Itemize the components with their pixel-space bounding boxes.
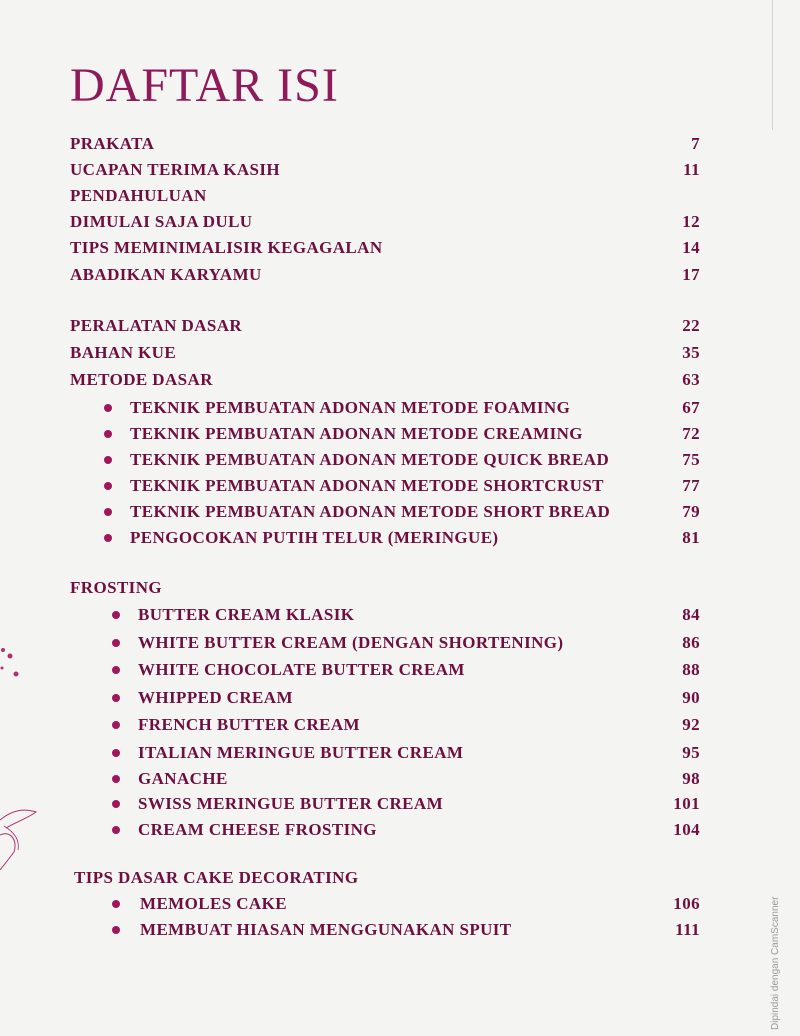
toc-entry-label: TEKNIK PEMBUATAN ADONAN METODE SHORT BREAD: [130, 502, 611, 521]
toc-entry: [138, 658, 700, 682]
toc-entry: [70, 341, 700, 365]
toc-entry-label: PERALATAN DASAR: [70, 316, 243, 335]
bullet-icon: [112, 694, 120, 702]
toc-entry-page-number: 86: [682, 633, 700, 652]
bullet-icon: [104, 456, 112, 464]
toc-entry-label: WHIPPED CREAM: [138, 688, 293, 707]
toc-entry-page-number: 84: [682, 605, 700, 624]
toc-entry-page-number: 98: [682, 769, 700, 788]
camscanner-watermark: Dipindai dengan CamScanner: [770, 896, 781, 1030]
toc-entry-label: PRAKATA: [70, 134, 155, 153]
toc-entry: [138, 713, 700, 737]
toc-entry-label: ABADIKAN KARYAMU: [70, 265, 262, 284]
toc-entry: [70, 158, 700, 182]
toc-entry: [70, 236, 700, 260]
page-title: DAFTAR ISI: [70, 59, 339, 113]
bullet-icon: [104, 534, 112, 542]
toc-entry: [130, 396, 700, 420]
toc-entry-page-number: 75: [682, 450, 700, 469]
toc-entry-page-number: 17: [682, 265, 700, 284]
toc-entry-page-number: 106: [673, 894, 700, 913]
toc-entry-page-number: 77: [682, 476, 700, 495]
toc-entry-label: TEKNIK PEMBUATAN ADONAN METODE QUICK BREAD: [130, 450, 610, 469]
bullet-icon: [112, 639, 120, 647]
toc-entry-label: WHITE BUTTER CREAM (DENGAN SHORTENING): [138, 633, 564, 652]
toc-entry: [130, 474, 700, 498]
toc-entry-label: TIPS DASAR CAKE DECORATING: [74, 868, 359, 887]
bullet-icon: [104, 404, 112, 412]
bullet-icon: [104, 430, 112, 438]
toc-entry: [74, 866, 700, 890]
toc-entry: [70, 263, 700, 287]
toc-entry: [140, 892, 700, 916]
toc-entry-page-number: 79: [682, 502, 700, 521]
toc-entry-page-number: 88: [682, 660, 700, 679]
toc-entry: [138, 631, 700, 655]
toc-entry-label: BAHAN KUE: [70, 343, 177, 362]
toc-entry-label: PENDAHULUAN: [70, 186, 207, 205]
toc-entry: [70, 210, 700, 234]
bullet-icon: [112, 611, 120, 619]
toc-entry-label: CREAM CHEESE FROSTING: [138, 820, 377, 839]
toc-entry: [130, 422, 700, 446]
toc-entry: [70, 184, 700, 208]
toc-entry-label: FROSTING: [70, 578, 162, 597]
toc-entry-page-number: 67: [682, 398, 700, 417]
toc-entry: [138, 767, 700, 791]
bullet-icon: [112, 749, 120, 757]
toc-entry-label: TEKNIK PEMBUATAN ADONAN METODE SHORTCRUST: [130, 476, 604, 495]
toc-entry-page-number: 104: [673, 820, 700, 839]
bullet-icon: [112, 800, 120, 808]
toc-entry-page-number: 90: [682, 688, 700, 707]
toc-entry-label: DIMULAI SAJA DULU: [70, 212, 253, 231]
toc-entry-label: FRENCH BUTTER CREAM: [138, 715, 361, 734]
toc-entry-label: METODE DASAR: [70, 370, 213, 389]
toc-entry: [130, 500, 700, 524]
toc-entry-page-number: 22: [682, 316, 700, 335]
toc-entry-label: WHITE CHOCOLATE BUTTER CREAM: [138, 660, 465, 679]
bullet-icon: [112, 826, 120, 834]
toc-entry: [70, 132, 700, 156]
bullet-icon: [112, 666, 120, 674]
toc-entry-label: MEMOLES CAKE: [140, 894, 287, 913]
toc-entry-page-number: 111: [675, 920, 700, 939]
toc-entry: [70, 314, 700, 338]
toc-entry-page-number: 12: [682, 212, 700, 231]
toc-entry-label: PENGOCOKAN PUTIH TELUR (MERINGUE): [130, 528, 499, 547]
floral-ornament-icon: [0, 640, 50, 880]
toc-entry-page-number: 101: [673, 794, 700, 813]
bullet-icon: [112, 721, 120, 729]
toc-entry-page-number: 72: [682, 424, 700, 443]
toc-entry: [70, 368, 700, 392]
toc-entry-page-number: 14: [682, 238, 700, 257]
bullet-icon: [112, 775, 120, 783]
toc-entry-label: GANACHE: [138, 769, 228, 788]
toc-entry-label: MEMBUAT HIASAN MENGGUNAKAN SPUIT: [140, 920, 512, 939]
toc-entry: [138, 603, 700, 627]
bullet-icon: [104, 482, 112, 490]
page-edge-line: [772, 0, 773, 130]
toc-entry-label: BUTTER CREAM KLASIK: [138, 605, 355, 624]
toc-entry-page-number: 63: [682, 370, 700, 389]
toc-entry: [140, 918, 700, 942]
toc-entry-label: ITALIAN MERINGUE BUTTER CREAM: [138, 743, 464, 762]
toc-entry: [138, 686, 700, 710]
toc-entry: [70, 576, 700, 600]
toc-entry-label: TEKNIK PEMBUATAN ADONAN METODE FOAMING: [130, 398, 571, 417]
toc-entry-label: TEKNIK PEMBUATAN ADONAN METODE CREAMING: [130, 424, 583, 443]
toc-entry-page-number: 92: [682, 715, 700, 734]
bullet-icon: [112, 900, 120, 908]
toc-entry-label: UCAPAN TERIMA KASIH: [70, 160, 281, 179]
bullet-icon: [104, 508, 112, 516]
toc-entry: [138, 741, 700, 765]
toc-entry-label: TIPS MEMINIMALISIR KEGAGALAN: [70, 238, 383, 257]
bullet-icon: [112, 926, 120, 934]
toc-entry-page-number: 7: [691, 134, 700, 153]
toc-entry-label: SWISS MERINGUE BUTTER CREAM: [138, 794, 444, 813]
toc-entry: [138, 818, 700, 842]
toc-entry-page-number: 11: [683, 160, 700, 179]
toc-entry-page-number: 35: [682, 343, 700, 362]
toc-entry: [138, 792, 700, 816]
toc-entry-page-number: 95: [682, 743, 700, 762]
toc-entry: [130, 526, 700, 550]
toc-entry-page-number: 81: [682, 528, 700, 547]
toc-entry: [130, 448, 700, 472]
